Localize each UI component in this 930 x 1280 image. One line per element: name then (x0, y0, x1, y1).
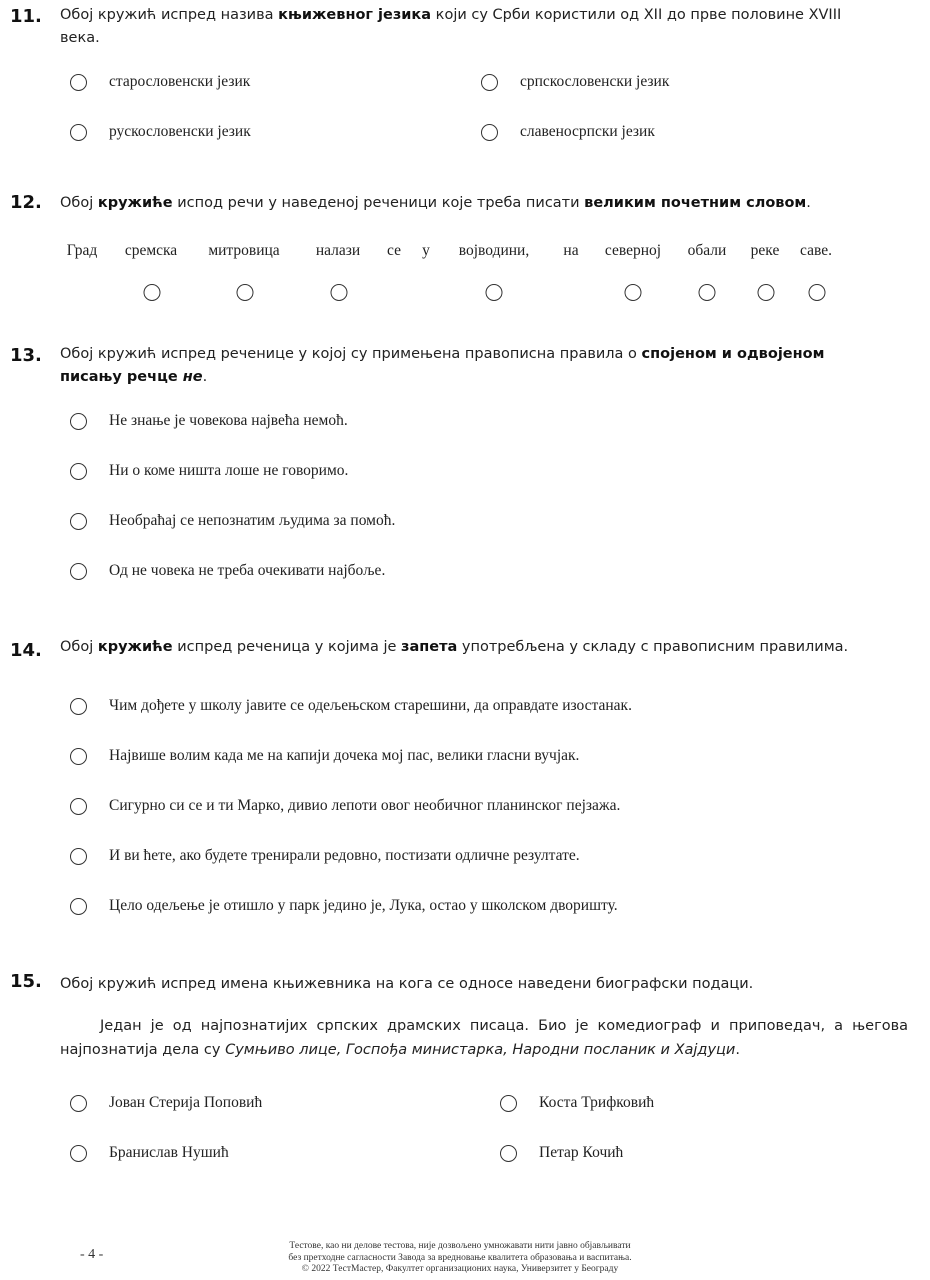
radio-circle-icon[interactable] (70, 513, 87, 530)
question-12-text: Обој кружиће испод речи у наведеној реченици које треба писати великим почетним словом. (60, 195, 811, 211)
q13-option-2[interactable]: Ни о коме ништа лоше не говоримо. (70, 460, 348, 482)
q12-sentence (0, 242, 930, 266)
copyright-footer: Тестове, као ни делове тестова, није дозвољено умножавати нити јавно објављивати без претходне сагласности Завода за вредновање квалитета образовања и васпитања. © 2022 ТестМастер, Факултет организационих наука, Универзитет у Београду (288, 1241, 632, 1274)
q12-word: војводини, (458, 242, 530, 259)
q12-circle-обали[interactable] (699, 284, 716, 301)
q11-option-4[interactable]: славеносрпски језик (481, 121, 655, 143)
radio-circle-icon[interactable] (70, 748, 87, 765)
radio-circle-icon[interactable] (70, 413, 87, 430)
q12-word: обали (687, 242, 727, 259)
radio-circle-icon[interactable] (70, 563, 87, 580)
radio-circle-icon[interactable] (70, 698, 87, 715)
q14-option-1[interactable]: Чим дођете у школу јавите се одељењском старешини, да оправдате изостанак. (70, 695, 632, 717)
q12-circle-митровица[interactable] (237, 284, 254, 301)
q12-word: реке (750, 242, 780, 259)
radio-circle-icon[interactable] (70, 898, 87, 915)
q15-option-2[interactable]: Коста Трифковић (500, 1092, 654, 1114)
question-13-text: Обој кружић испред реченице у којој су примењена правописна правила о спојеном и одвојеном писању речце не. (60, 346, 825, 385)
radio-circle-icon[interactable] (70, 124, 87, 141)
q11-option-1[interactable]: старословенски језик (70, 71, 250, 93)
q12-word: сремска (124, 242, 178, 259)
radio-circle-icon[interactable] (70, 74, 87, 91)
radio-circle-icon[interactable] (481, 124, 498, 141)
radio-circle-icon[interactable] (70, 1145, 87, 1162)
q12-word: на (563, 242, 579, 259)
q14-option-4[interactable]: И ви ћете, ако будете тренирали редовно, постизати одличне резултате. (70, 845, 580, 867)
question-14-number: 14. (10, 640, 42, 661)
q14-option-3[interactable]: Сигурно си се и ти Марко, дивио лепоти овог необичног планинског пејзажа. (70, 795, 620, 817)
radio-circle-icon[interactable] (481, 74, 498, 91)
q15-option-1[interactable]: Јован Стерија Поповић (70, 1092, 262, 1114)
q12-circle-сремска[interactable] (144, 284, 161, 301)
radio-circle-icon[interactable] (70, 848, 87, 865)
question-14-text: Обој кружиће испред реченица у којима је запета употребљена у складу с правописним правилима. (60, 639, 849, 655)
q13-option-3[interactable]: Необраћај се непознатим људима за помоћ. (70, 510, 395, 532)
q12-circle-налази[interactable] (331, 284, 348, 301)
radio-circle-icon[interactable] (70, 463, 87, 480)
q12-word: Град (66, 242, 98, 259)
q12-word: у (422, 242, 430, 259)
radio-circle-icon[interactable] (500, 1145, 517, 1162)
radio-circle-icon[interactable] (70, 798, 87, 815)
q12-word: митровица (208, 242, 280, 259)
q11-option-2[interactable]: српскословенски језик (481, 71, 669, 93)
question-11-text: Обој кружић испред назива књижевног језика који су Срби користили од XII до прве половине XVIII века. (60, 7, 842, 46)
q12-word: налази (315, 242, 361, 259)
q12-word: северној (604, 242, 662, 259)
q13-option-4[interactable]: Од не човека не треба очекивати најбоље. (70, 560, 385, 582)
radio-circle-icon[interactable] (70, 1095, 87, 1112)
question-13-number: 13. (10, 345, 42, 366)
q12-word: саве. (800, 242, 832, 259)
question-12-number: 12. (10, 192, 42, 213)
q12-circle-војводини[interactable] (486, 284, 503, 301)
question-11-number: 11. (10, 6, 42, 27)
q15-biography-passage: Један је од најпознатијих српских драмских писаца. Био је комедиограф и приповедач, а његова најпознатија дела су Сумњиво лице, Госпођа министарка, Народни посланик и Хајдуци. (60, 1018, 908, 1058)
page-number: - 4 - (80, 1247, 104, 1262)
q15-option-4[interactable]: Петар Кочић (500, 1142, 623, 1164)
q12-circle-северној[interactable] (625, 284, 642, 301)
question-15-number: 15. (10, 971, 42, 992)
q12-circle-саве[interactable] (809, 284, 826, 301)
radio-circle-icon[interactable] (500, 1095, 517, 1112)
q15-option-3[interactable]: Бранислав Нушић (70, 1142, 229, 1164)
q12-circle-реке[interactable] (758, 284, 775, 301)
q14-option-5[interactable]: Цело одељење је отишло у парк једино је, Лука, остао у школском дворишту. (70, 895, 618, 917)
question-15-text: Обој кружић испред имена књижевника на кога се односе наведени биографски подаци. (60, 976, 754, 992)
q13-option-1[interactable]: Не знање је човекова највећа немоћ. (70, 410, 348, 432)
q11-option-3[interactable]: рускословенски језик (70, 121, 251, 143)
q14-option-2[interactable]: Највише волим када ме на капији дочека мој пас, велики гласни вучјак. (70, 745, 579, 767)
q12-word: се (387, 242, 401, 259)
